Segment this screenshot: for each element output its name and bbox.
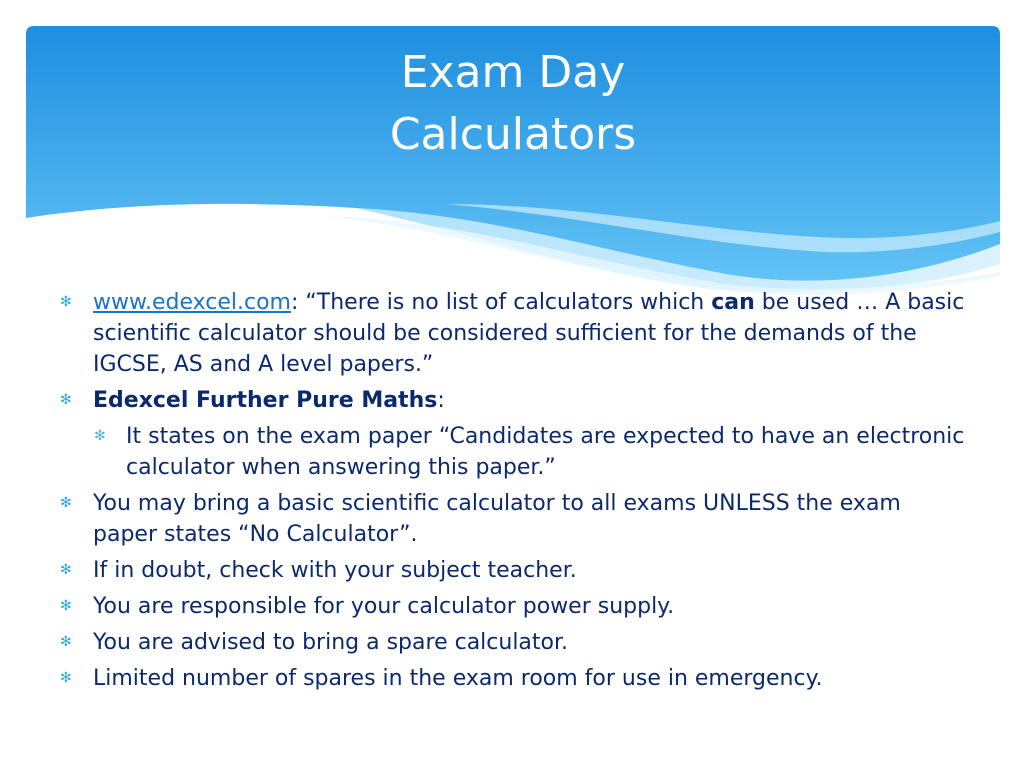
asterisk-icon: ✻ — [60, 562, 72, 578]
asterisk-icon: ✻ — [60, 598, 72, 614]
list-item — [60, 287, 970, 380]
item-text: You are responsible for your calculator power supply. — [93, 594, 675, 619]
item-text: You may bring a basic scientific calculator to all exams UNLESS the exam paper states “No Calculator”. — [93, 491, 901, 547]
item-text: Limited number of spares in the exam room for use in emergency. — [93, 666, 823, 691]
list-item — [60, 555, 970, 586]
list-item — [60, 627, 970, 658]
list-item — [60, 591, 970, 622]
asterisk-icon: ✻ — [60, 634, 72, 650]
item-bold-text: Edexcel Further Pure Maths — [93, 388, 438, 413]
edexcel-link[interactable]: www.edexcel.com — [93, 290, 291, 315]
item-text: If in doubt, check with your subject teacher. — [93, 558, 577, 583]
list-item — [60, 663, 970, 694]
item-bold-text: can — [711, 290, 755, 315]
list-item — [60, 488, 970, 550]
asterisk-icon: ✻ — [60, 670, 72, 686]
list-item — [60, 385, 970, 416]
item-text: : “There is no list of calculators which — [290, 290, 712, 315]
asterisk-icon: ✻ — [94, 428, 106, 444]
item-text: You are advised to bring a spare calculator. — [93, 630, 569, 655]
item-text: It states on the exam paper “Candidates are expected to have an electronic calculator when answering this paper.” — [126, 424, 965, 480]
asterisk-icon: ✻ — [60, 495, 72, 511]
asterisk-icon: ✻ — [60, 294, 72, 310]
item-text: : — [437, 388, 445, 413]
bullet-list — [60, 287, 970, 699]
item-text: be used … A basic scientific calculator should be considered sufficient for the demands of the IGCSE, AS and A level papers.” — [93, 290, 965, 377]
slide-title — [26, 42, 1000, 166]
asterisk-icon: ✻ — [60, 392, 72, 408]
title-line-2: Calculators — [389, 109, 637, 160]
title-line-1: Exam Day — [400, 47, 626, 98]
sub-list-item — [60, 421, 970, 483]
